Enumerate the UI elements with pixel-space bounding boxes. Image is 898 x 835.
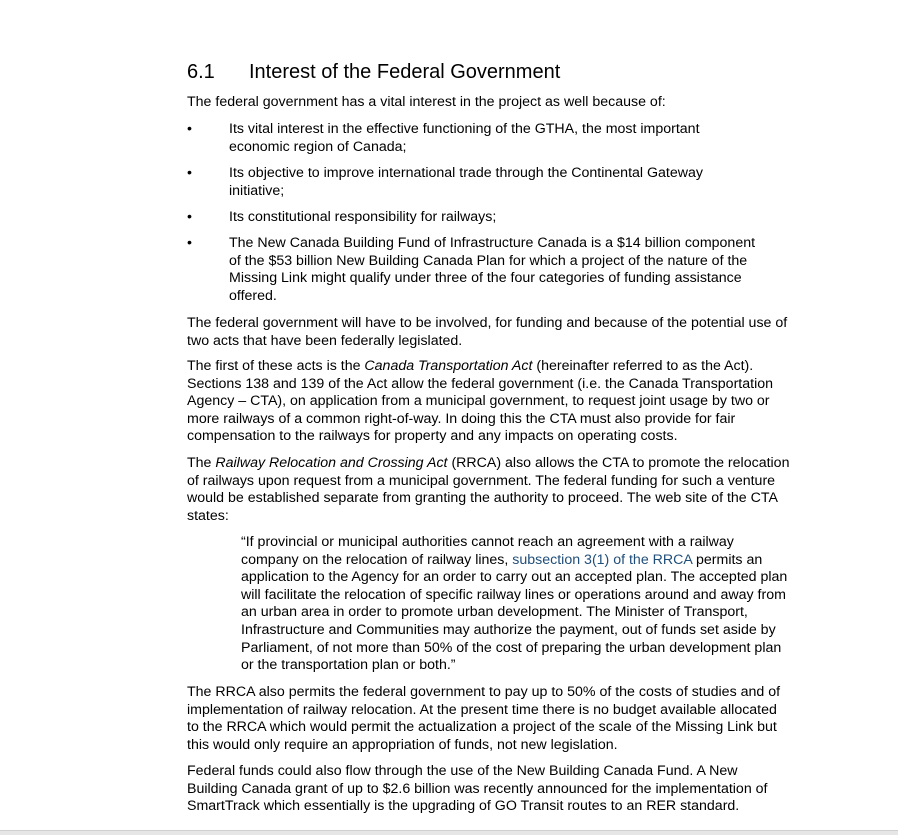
paragraph-line: The RRCA also permits the federal government to pay up to 50% of the costs of studies and of <box>187 684 781 700</box>
paragraph-line: The first of these acts is the Canada Transportation Act (hereinafter referred to as the Act). <box>187 358 754 374</box>
paragraph-line: Sections 138 and 139 of the Act allow the federal government (i.e. the Canada Transportation <box>187 375 774 392</box>
bullet-dot-icon: • <box>187 209 192 225</box>
quote-line: or the transportation plan or both.” <box>241 657 456 674</box>
intro-paragraph: The federal government has a vital interest in the project as well because of: <box>187 94 666 110</box>
paragraph-line: The Railway Relocation and Crossing Act (RRCA) also allows the CTA to promote the relocation <box>187 455 790 471</box>
quote-line: application to the Agency for an order to carry out an accepted plan. The accepted plan <box>241 569 788 586</box>
paragraph-line: compensation to the railways for property and any impacts on operating costs. <box>187 428 678 445</box>
bullet-line: initiative; <box>229 182 285 199</box>
paragraph-transportation-act <box>187 358 819 446</box>
section-number: 6.1 <box>187 61 215 83</box>
bullet-line: of the $53 billion New Building Canada Plan for which a project of the nature of the <box>229 252 748 269</box>
bullet-line: The New Canada Building Fund of Infrastructure Canada is a $14 billion component <box>229 235 756 251</box>
page-bottom-edge <box>0 830 898 835</box>
quote-line: “If provincial or municipal authorities cannot reach an agreement with a railway <box>241 534 734 550</box>
bullet-dot-icon: • <box>187 121 192 137</box>
rrca-subsection-link[interactable]: subsection 3(1) of the RRCA <box>512 551 693 568</box>
quote-line: company on the relocation of railway lines, subsection 3(1) of the RRCA permits an <box>241 551 763 568</box>
bullet-line: Missing Link might qualify under three of the four categories of funding assistance <box>229 270 742 287</box>
bullet-line: Its vital interest in the effective functioning of the GTHA, the most important <box>229 121 700 137</box>
quote-line: an urban area in order to promote urban development. The Minister of Transport, <box>241 604 748 621</box>
section-heading <box>187 60 560 84</box>
bullet-line: Its objective to improve international trade through the Continental Gateway <box>229 165 703 181</box>
paragraph-federal-funds <box>187 763 819 816</box>
paragraph-line: of railways upon request from a municipal government. The federal funding for such a venture <box>187 472 776 489</box>
bullet-dot-icon: • <box>187 165 192 181</box>
quote-line: Parliament, of not more than 50% of the cost of preparing the urban development plan <box>241 639 782 656</box>
paragraph-rrca <box>187 455 819 525</box>
paragraph-line: two acts that have been federally legislated. <box>187 332 463 349</box>
act-name-italic: Canada Transportation Act <box>364 358 533 374</box>
section-title: Interest of the Federal Government <box>249 61 561 83</box>
paragraph-line: states: <box>187 507 229 524</box>
paragraph-line: Federal funds could also flow through the use of the New Building Canada Fund. A New <box>187 763 738 779</box>
block-quote <box>241 534 819 675</box>
bullet-line: Its constitutional responsibility for railways; <box>229 209 497 225</box>
paragraph-line: this would only require an appropriation of funds, not new legislation. <box>187 736 618 753</box>
paragraph-line: The federal government will have to be involved, for funding and because of the potential use of <box>187 315 788 331</box>
paragraph-line: to the RRCA which would permit the actualization a project of the scale of the Missing Link but <box>187 719 777 736</box>
bullet-line: offered. <box>229 287 277 304</box>
bullet-dot-icon: • <box>187 235 192 251</box>
paragraph-line: SmartTrack which essentially is the upgrading of GO Transit routes to an RER standard. <box>187 798 740 815</box>
paragraph-involvement <box>187 315 819 350</box>
paragraph-line: Agency – CTA), on application from a municipal government, to request joint usage by two or <box>187 393 770 410</box>
paragraph-line: would be established separate from granting the authority to proceed. The web site of the CTA <box>187 490 778 507</box>
bullet-line: economic region of Canada; <box>229 138 407 155</box>
paragraph-line: more railways of a common right-of-way. In doing this the CTA must also provide for fair <box>187 410 736 427</box>
paragraph-line: Building Canada grant of up to $2.6 billion was recently announced for the implementation of <box>187 780 768 797</box>
quote-line: will facilitate the relocation of specific railway lines or operations around and away from <box>241 586 786 603</box>
paragraph-line: implementation of railway relocation. At the present time there is no budget available allocated <box>187 701 777 718</box>
paragraph-rrca-funding <box>187 684 819 754</box>
act-name-italic: Railway Relocation and Crossing Act <box>215 455 448 471</box>
quote-line: Infrastructure and Communities may authorize the payment, out of funds set aside by <box>241 621 776 638</box>
